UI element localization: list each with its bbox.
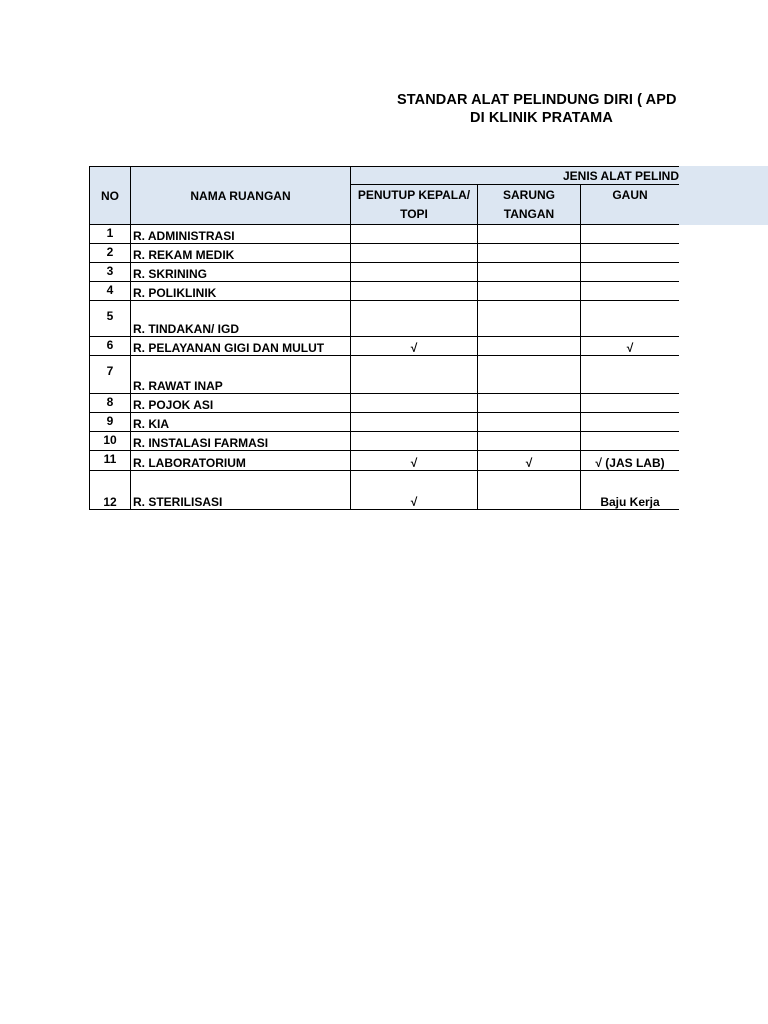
row-no: 2 [90, 244, 131, 263]
row-room: R. LABORATORIUM [131, 451, 351, 471]
row-no: 4 [90, 282, 131, 301]
row-room: R. POJOK ASI [131, 394, 351, 413]
row-no: 5 [90, 301, 131, 337]
row-head-cover: √ [351, 471, 478, 510]
table-row [90, 282, 680, 301]
row-room: R. ADMINISTRASI [131, 225, 351, 244]
row-gloves [478, 282, 581, 301]
table-row [90, 413, 680, 432]
row-gown [581, 413, 680, 432]
row-no: 8 [90, 394, 131, 413]
header-gown: GAUN [581, 185, 680, 205]
row-gown [581, 301, 680, 337]
row-room: R. KIA [131, 413, 351, 432]
row-head-cover: √ [351, 337, 478, 356]
row-gown: √ (JAS LAB) [581, 451, 680, 471]
table-row [90, 337, 680, 356]
header-apd-group: JENIS ALAT PELIND [351, 167, 680, 185]
document-title-line1: STANDAR ALAT PELINDUNG DIRI ( APD [397, 92, 677, 108]
row-gloves [478, 244, 581, 263]
row-gloves [478, 356, 581, 394]
table-row [90, 471, 680, 510]
document-title-line2: DI KLINIK PRATAMA [470, 110, 613, 126]
header-room-name: NAMA RUANGAN [131, 167, 351, 225]
header-head-cover-line1: PENUTUP KEPALA/ [351, 185, 478, 205]
row-no: 3 [90, 263, 131, 282]
row-gown [581, 244, 680, 263]
row-room: R. REKAM MEDIK [131, 244, 351, 263]
table-header [90, 167, 680, 225]
header-fill-overflow [679, 166, 768, 225]
row-gown: √ [581, 337, 680, 356]
row-gloves [478, 337, 581, 356]
apd-table-container [89, 166, 679, 510]
row-gown: Baju Kerja [581, 471, 680, 510]
row-gloves [478, 413, 581, 432]
header-no: NO [90, 167, 131, 225]
row-room: R. INSTALASI FARMASI [131, 432, 351, 451]
row-gown [581, 394, 680, 413]
row-room: R. SKRINING [131, 263, 351, 282]
row-gloves [478, 432, 581, 451]
row-no: 6 [90, 337, 131, 356]
table-body [90, 225, 680, 510]
table-row [90, 244, 680, 263]
table-row [90, 301, 680, 337]
table-row [90, 432, 680, 451]
row-room: R. POLIKLINIK [131, 282, 351, 301]
header-gloves-line1: SARUNG [478, 185, 581, 205]
row-gown [581, 263, 680, 282]
row-gown [581, 225, 680, 244]
table-row [90, 225, 680, 244]
row-no: 7 [90, 356, 131, 394]
header-head-cover-line2: TOPI [351, 205, 478, 225]
row-head-cover [351, 394, 478, 413]
row-head-cover [351, 413, 478, 432]
row-head-cover [351, 225, 478, 244]
row-head-cover [351, 244, 478, 263]
header-gloves-line2: TANGAN [478, 205, 581, 225]
row-head-cover [351, 263, 478, 282]
table-row [90, 451, 680, 471]
row-gloves [478, 301, 581, 337]
row-no: 11 [90, 451, 131, 471]
apd-table [89, 166, 679, 510]
row-head-cover [351, 432, 478, 451]
row-gown [581, 282, 680, 301]
row-head-cover [351, 282, 478, 301]
row-gloves: √ [478, 451, 581, 471]
row-room: R. TINDAKAN/ IGD [131, 301, 351, 337]
header-gown-blank [581, 205, 680, 225]
row-room: R. STERILISASI [131, 471, 351, 510]
row-room: R. PELAYANAN GIGI DAN MULUT [131, 337, 351, 356]
row-gloves [478, 394, 581, 413]
row-gloves [478, 263, 581, 282]
row-head-cover [351, 301, 478, 337]
row-room: R. RAWAT INAP [131, 356, 351, 394]
row-head-cover [351, 356, 478, 394]
row-no: 12 [90, 471, 131, 510]
row-no: 10 [90, 432, 131, 451]
row-gloves [478, 225, 581, 244]
table-row [90, 394, 680, 413]
row-gown [581, 356, 680, 394]
row-gown [581, 432, 680, 451]
row-gloves [478, 471, 581, 510]
table-row [90, 356, 680, 394]
row-head-cover: √ [351, 451, 478, 471]
table-row [90, 263, 680, 282]
row-no: 9 [90, 413, 131, 432]
row-no: 1 [90, 225, 131, 244]
